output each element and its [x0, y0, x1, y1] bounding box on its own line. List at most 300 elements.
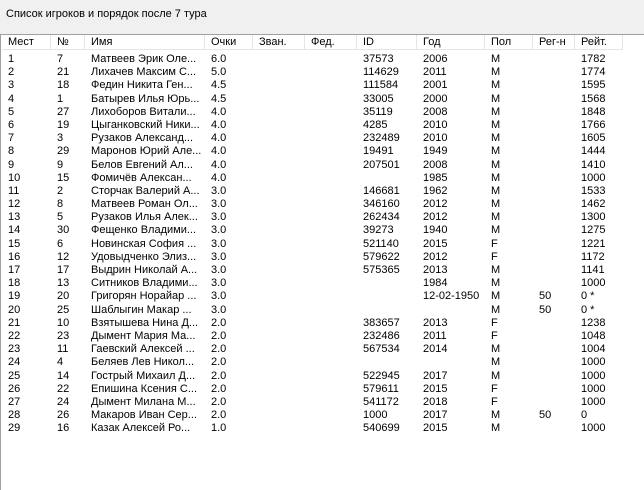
col-name-cell: Новинская София ...: [91, 237, 197, 250]
col-rating-cell: 1568: [581, 92, 606, 105]
table-row[interactable]: [1, 106, 641, 119]
col-place-cell: 11: [8, 184, 20, 197]
col-sex-cell: M: [491, 356, 501, 369]
col-name-cell: Федин Никита Ген...: [91, 79, 193, 92]
col-title-cell: [253, 238, 305, 251]
col-place-cell: 21: [8, 316, 21, 329]
col-rating-cell: 1533: [581, 184, 606, 197]
col-id-cell: 262434: [363, 211, 400, 224]
col-place-cell: 2: [8, 66, 15, 79]
col-region-cell: [533, 251, 575, 264]
col-id-cell: [357, 356, 417, 369]
col-title-cell: [253, 370, 305, 383]
col-number-cell: 24: [57, 395, 70, 408]
header-col-id[interactable]: ID: [357, 35, 417, 50]
table-row[interactable]: [1, 317, 641, 330]
col-title-cell: [253, 383, 305, 396]
col-id-cell: 33005: [363, 92, 394, 105]
col-region-cell: [533, 330, 575, 343]
col-place-cell: 17: [8, 264, 21, 276]
col-rating-cell: 1766: [581, 118, 606, 131]
table-header: [1, 35, 641, 51]
col-rating-cell: 1444: [581, 145, 606, 158]
col-title-cell: [253, 145, 305, 158]
header-col-place[interactable]: Мест: [2, 35, 51, 50]
col-region-cell: [533, 198, 575, 211]
col-sex-cell: F: [491, 329, 498, 342]
col-year-cell: 2013: [423, 264, 448, 276]
col-title-cell: [253, 211, 305, 224]
col-federation-cell: [305, 106, 357, 119]
col-federation-cell: [305, 251, 357, 264]
table-row[interactable]: [1, 396, 641, 409]
col-federation-cell: [305, 224, 357, 237]
col-region-cell: [533, 422, 575, 435]
col-federation-cell: [305, 211, 357, 224]
col-rating-cell: 1605: [581, 132, 606, 145]
table-row[interactable]: [1, 145, 641, 158]
col-year-cell: 1949: [423, 145, 448, 158]
col-title-cell: [253, 185, 305, 198]
col-number-cell: 26: [57, 409, 70, 422]
col-place-cell: 12: [8, 198, 21, 211]
col-number-cell: 12: [57, 250, 70, 263]
col-place-cell: 25: [8, 369, 21, 382]
col-year-cell: 2015: [423, 422, 448, 435]
col-sex-cell: M: [491, 264, 501, 276]
col-number-cell: 30: [57, 224, 70, 237]
col-name-cell: Взятышева Нина Д...: [91, 316, 199, 329]
col-id-cell: 35119: [363, 105, 393, 118]
col-id-cell: 521140: [363, 237, 399, 250]
col-id-cell: 207501: [363, 158, 400, 171]
col-points-cell: 2.0: [211, 329, 227, 342]
col-place-cell: 20: [8, 303, 21, 316]
col-number-cell: 4: [57, 356, 64, 369]
col-sex-cell: M: [491, 79, 501, 92]
col-rating-cell: 1774: [581, 66, 606, 79]
col-place-cell: 29: [8, 422, 21, 435]
col-place-cell: 28: [8, 409, 21, 422]
col-federation-cell: [305, 264, 357, 277]
col-federation-cell: [305, 422, 357, 435]
col-sex-cell: M: [491, 105, 501, 118]
table-row[interactable]: [1, 66, 641, 79]
col-number-cell: 15: [57, 171, 70, 184]
col-name-cell: Дымент Мария Ма...: [91, 329, 196, 342]
col-rating-cell: 1410: [581, 158, 606, 171]
col-place-cell: 14: [8, 224, 21, 237]
col-year-cell: 1984: [423, 277, 448, 290]
col-place-cell: 9: [8, 158, 15, 171]
col-points-cell: 2.0: [211, 409, 227, 422]
col-sex-cell: M: [491, 53, 501, 65]
col-sex-cell: F: [491, 395, 498, 408]
col-id-cell: [357, 277, 417, 290]
col-sex-cell: M: [491, 303, 501, 316]
col-points-cell: 4.5: [211, 92, 227, 105]
col-points-cell: 2.0: [211, 343, 227, 356]
col-federation-cell: [305, 238, 357, 251]
col-sex-cell: F: [491, 250, 498, 263]
table-row[interactable]: [1, 198, 641, 211]
col-name-cell: Рузаков Илья Алек...: [91, 211, 198, 224]
col-number-cell: 14: [57, 369, 70, 382]
col-points-cell: 6.0: [211, 53, 227, 65]
col-year-cell: 2013: [423, 316, 448, 329]
col-place-cell: 3: [8, 79, 15, 92]
col-year-cell: 2011: [423, 329, 447, 342]
col-region-cell: [533, 66, 575, 79]
col-title-cell: [253, 132, 305, 145]
col-region-cell: [533, 79, 575, 92]
col-id-cell: 1000: [363, 409, 388, 422]
col-number-cell: 10: [57, 316, 70, 329]
col-id-cell: 540699: [363, 422, 400, 435]
col-region-cell: [533, 370, 575, 383]
table-row[interactable]: [1, 79, 641, 92]
col-federation-cell: [305, 145, 357, 158]
table-row[interactable]: [1, 330, 641, 343]
table-row[interactable]: [1, 304, 641, 317]
col-year-cell: 2011: [423, 66, 447, 79]
col-points-cell: 3.0: [211, 277, 227, 290]
col-name-cell: Цыганковский Ники...: [91, 118, 200, 131]
col-points-cell: 1.0: [211, 422, 227, 435]
col-title-cell: [253, 277, 305, 290]
table-row[interactable]: [1, 172, 641, 185]
table-row[interactable]: [1, 132, 641, 145]
col-year-cell: 1985: [423, 171, 448, 184]
table-row[interactable]: [1, 356, 641, 369]
col-sex-cell: M: [491, 211, 501, 224]
col-sex-cell: M: [491, 92, 501, 105]
col-federation-cell: [305, 317, 357, 330]
col-region-cell: [533, 53, 575, 66]
col-sex-cell: M: [491, 184, 501, 197]
col-federation-cell: [305, 172, 357, 185]
col-title-cell: [253, 79, 305, 92]
col-points-cell: 3.0: [211, 224, 227, 237]
col-year-cell: 2018: [423, 395, 448, 408]
col-number-cell: 25: [57, 303, 70, 316]
col-title-cell: [253, 106, 305, 119]
header-col-region[interactable]: Рег-н: [533, 35, 575, 50]
col-points-cell: 3.0: [211, 264, 227, 276]
col-id-cell: 383657: [363, 316, 400, 329]
table-row[interactable]: [1, 224, 641, 237]
col-rating-cell: 1782: [581, 53, 606, 65]
col-year-cell: 2008: [423, 158, 448, 171]
col-points-cell: 4.5: [211, 79, 227, 92]
col-title-cell: [253, 172, 305, 185]
col-name-cell: Макаров Иван Сер...: [91, 409, 197, 422]
col-sex-cell: M: [491, 224, 501, 237]
col-year-cell: [417, 356, 485, 369]
col-id-cell: 579622: [363, 250, 400, 263]
col-points-cell: 2.0: [211, 395, 227, 408]
col-place-cell: 27: [8, 395, 21, 408]
col-name-cell: Гострый Михаил Д...: [91, 369, 196, 382]
header-col-title[interactable]: Зван.: [253, 35, 305, 50]
col-federation-cell: [305, 330, 357, 343]
col-federation-cell: [305, 370, 357, 383]
col-id-cell: 111584: [363, 79, 399, 92]
col-id-cell: [357, 172, 417, 185]
col-id-cell: [357, 290, 417, 303]
col-place-cell: 24: [8, 356, 21, 369]
col-number-cell: 2: [57, 184, 64, 197]
col-sex-cell: F: [491, 316, 498, 329]
col-points-cell: 4.0: [211, 105, 227, 118]
col-points-cell: 5.0: [211, 66, 227, 79]
col-title-cell: [253, 343, 305, 356]
table-row[interactable]: [1, 409, 641, 422]
col-title-cell: [253, 93, 305, 106]
table-row[interactable]: [1, 264, 641, 277]
header-col-rating[interactable]: Рейт.: [575, 35, 623, 50]
col-points-cell: 2.0: [211, 316, 227, 329]
col-id-cell: [357, 304, 417, 317]
col-place-cell: 7: [8, 132, 15, 145]
col-id-cell: 37573: [363, 53, 394, 65]
col-name-cell: Батырев Илья Юрь...: [91, 92, 200, 105]
col-region-cell: [533, 132, 575, 145]
col-year-cell: 2000: [423, 92, 448, 105]
col-number-cell: 29: [57, 145, 70, 158]
col-year-cell: 2014: [423, 343, 448, 356]
col-place-cell: 1: [8, 53, 15, 65]
col-region-cell: [533, 343, 575, 356]
col-points-cell: 4.0: [211, 158, 227, 171]
col-federation-cell: [305, 66, 357, 79]
col-year-cell: 2015: [423, 382, 448, 395]
table-row[interactable]: [1, 53, 641, 66]
col-title-cell: [253, 53, 305, 66]
header-col-points[interactable]: Очки: [205, 35, 253, 50]
table-row[interactable]: [1, 159, 641, 172]
col-sex-cell: M: [491, 277, 501, 290]
col-place-cell: 26: [8, 382, 21, 395]
col-number-cell: 6: [57, 237, 64, 250]
col-id-cell: 346160: [363, 198, 400, 211]
col-rating-cell: 1595: [581, 79, 606, 92]
col-federation-cell: [305, 290, 357, 303]
col-points-cell: 3.0: [211, 250, 227, 263]
col-region-cell: [533, 264, 575, 277]
col-place-cell: 23: [8, 343, 21, 356]
col-name-cell: Сторчак Валерий А...: [91, 184, 200, 197]
col-federation-cell: [305, 409, 357, 422]
col-title-cell: [253, 396, 305, 409]
col-id-cell: 232486: [363, 329, 400, 342]
col-id-cell: 146681: [363, 184, 400, 197]
col-federation-cell: [305, 356, 357, 369]
col-name-cell: Рузаков Александ...: [91, 132, 194, 145]
col-points-cell: 2.0: [211, 356, 227, 369]
header-col-year[interactable]: Год: [417, 35, 485, 50]
col-region-cell: [533, 238, 575, 251]
col-rating-cell: 1221: [581, 237, 606, 250]
col-region-cell: [533, 185, 575, 198]
col-rating-cell: 0 *: [581, 290, 595, 303]
col-federation-cell: [305, 159, 357, 172]
col-place-cell: 18: [8, 277, 21, 290]
table-row[interactable]: [1, 238, 641, 251]
col-federation-cell: [305, 198, 357, 211]
col-id-cell: 39273: [363, 224, 394, 237]
header-col-name[interactable]: Имя: [85, 35, 205, 50]
col-number-cell: 9: [57, 158, 64, 171]
col-federation-cell: [305, 132, 357, 145]
col-federation-cell: [305, 277, 357, 290]
col-region-cell: 50: [539, 290, 552, 303]
col-number-cell: 17: [57, 264, 70, 276]
col-region-cell: [533, 317, 575, 330]
col-sex-cell: M: [491, 290, 501, 303]
col-region-cell: [533, 396, 575, 409]
col-number-cell: 23: [57, 329, 70, 342]
col-id-cell: 19491: [363, 145, 394, 158]
col-year-cell: 2010: [423, 132, 448, 145]
table-row[interactable]: [1, 119, 641, 132]
col-id-cell: 575365: [363, 264, 400, 276]
col-rating-cell: 0: [581, 409, 588, 422]
col-rating-cell: 0 *: [581, 303, 595, 316]
col-place-cell: 5: [8, 105, 15, 118]
col-year-cell: 2017: [423, 409, 448, 422]
header-col-federation[interactable]: Фед.: [305, 35, 357, 50]
table-row[interactable]: [1, 290, 641, 303]
col-number-cell: 19: [57, 118, 70, 131]
col-sex-cell: M: [491, 132, 501, 145]
header-col-number[interactable]: №: [51, 35, 85, 50]
col-rating-cell: 1462: [581, 198, 606, 211]
col-number-cell: 21: [57, 66, 70, 79]
col-rating-cell: 1004: [581, 343, 606, 356]
col-id-cell: 114629: [363, 66, 399, 79]
col-title-cell: [253, 317, 305, 330]
col-place-cell: 22: [8, 329, 21, 342]
col-rating-cell: 1172: [581, 250, 605, 263]
col-number-cell: 8: [57, 198, 64, 211]
col-year-cell: 2006: [423, 53, 448, 65]
col-place-cell: 13: [8, 211, 21, 224]
col-year-cell: 2015: [423, 237, 448, 250]
col-name-cell: Фомичёв Алексан...: [91, 171, 192, 184]
col-region-cell: [533, 172, 575, 185]
col-place-cell: 6: [8, 118, 15, 131]
table-row[interactable]: [1, 211, 641, 224]
col-sex-cell: M: [491, 409, 501, 422]
col-region-cell: 50: [539, 303, 552, 316]
col-year-cell: 2008: [423, 105, 448, 118]
col-title-cell: [253, 159, 305, 172]
col-year-cell: 2017: [423, 369, 448, 382]
col-name-cell: Григорян Норайар ...: [91, 290, 197, 303]
col-title-cell: [253, 119, 305, 132]
col-rating-cell: 1000: [581, 356, 606, 369]
table-row[interactable]: [1, 277, 641, 290]
col-number-cell: 27: [57, 105, 70, 118]
col-region-cell: [533, 383, 575, 396]
col-name-cell: Лихоборов Витали...: [91, 105, 196, 118]
col-place-cell: 16: [8, 250, 21, 263]
col-title-cell: [253, 304, 305, 317]
col-name-cell: Матвеев Эрик Оле...: [91, 53, 197, 65]
col-rating-cell: 1275: [581, 224, 606, 237]
table-row[interactable]: [1, 370, 641, 383]
col-region-cell: [533, 211, 575, 224]
table-row[interactable]: [1, 251, 641, 264]
table-row[interactable]: [1, 422, 641, 435]
col-year-cell: 1962: [423, 184, 448, 197]
players-table[interactable]: [0, 34, 644, 490]
col-region-cell: [533, 277, 575, 290]
col-federation-cell: [305, 396, 357, 409]
col-name-cell: Гаевский Алексей ...: [91, 343, 195, 356]
col-title-cell: [253, 409, 305, 422]
col-region-cell: [533, 356, 575, 369]
col-sex-cell: M: [491, 158, 501, 171]
col-sex-cell: M: [491, 145, 501, 158]
col-points-cell: 3.0: [211, 290, 227, 303]
col-federation-cell: [305, 383, 357, 396]
table-row[interactable]: [1, 343, 641, 356]
header-col-sex[interactable]: Пол: [485, 35, 533, 50]
col-place-cell: 4: [8, 92, 15, 105]
col-points-cell: 2.0: [211, 369, 227, 382]
col-id-cell: 579611: [363, 382, 399, 395]
table-row[interactable]: [1, 185, 641, 198]
col-sex-cell: M: [491, 343, 501, 356]
col-number-cell: 18: [57, 79, 70, 92]
col-title-cell: [253, 264, 305, 277]
col-name-cell: Белов Евгений Ал...: [91, 158, 193, 171]
col-year-cell: 2012: [423, 211, 448, 224]
table-row[interactable]: [1, 383, 641, 396]
col-sex-cell: M: [491, 118, 501, 131]
col-id-cell: 522945: [363, 369, 400, 382]
col-sex-cell: M: [491, 66, 501, 79]
col-year-cell: 12-02-1950: [423, 290, 480, 303]
col-federation-cell: [305, 185, 357, 198]
col-name-cell: Беляев Лев Никол...: [91, 356, 195, 369]
col-name-cell: Шаблыгин Макар ...: [91, 303, 192, 316]
col-title-cell: [253, 290, 305, 303]
col-year-cell: [417, 304, 485, 317]
col-title-cell: [253, 356, 305, 369]
col-region-cell: [533, 93, 575, 106]
col-number-cell: 3: [57, 132, 64, 145]
col-id-cell: 541172: [363, 395, 399, 408]
col-id-cell: 232489: [363, 132, 400, 145]
col-name-cell: Фещенко Владими...: [91, 224, 197, 237]
col-title-cell: [253, 198, 305, 211]
col-number-cell: 13: [57, 277, 70, 290]
col-region-cell: [533, 224, 575, 237]
col-rating-cell: 1048: [581, 329, 606, 342]
col-name-cell: Удовыдченко Элиз...: [91, 250, 197, 263]
col-sex-cell: M: [491, 171, 501, 184]
table-row[interactable]: [1, 93, 641, 106]
col-year-cell: 2012: [423, 250, 448, 263]
col-name-cell: Казак Алексей Ро...: [91, 422, 191, 435]
col-name-cell: Лихачев Максим С...: [91, 66, 197, 79]
col-number-cell: 7: [57, 53, 64, 65]
col-points-cell: 4.0: [211, 132, 227, 145]
col-number-cell: 5: [57, 211, 64, 224]
